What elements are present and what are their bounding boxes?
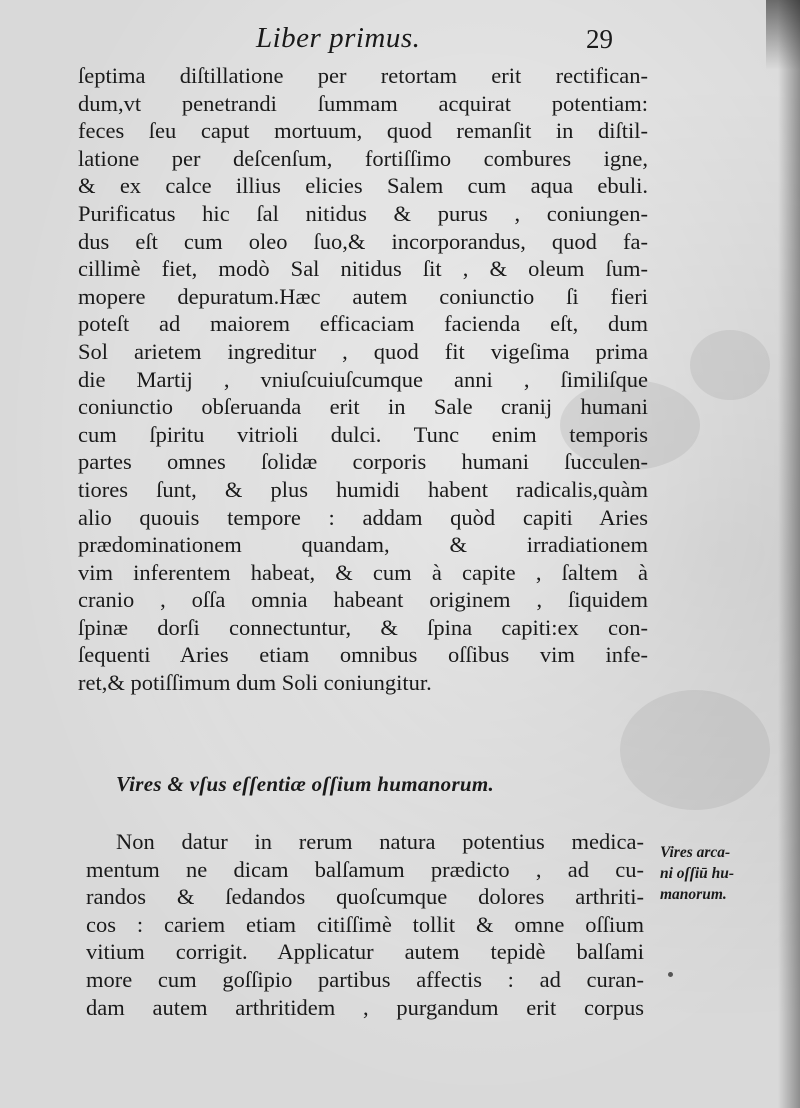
text-line: tiores ſunt, & plus humidi habent radicalis,quàm <box>78 476 648 502</box>
section-heading: Vires & vſus eſſentiæ oſſium humanorum. <box>116 772 495 796</box>
text-line: ret,& potiſſimum dum Soli coniungitur. <box>78 670 432 696</box>
text-line: latione per deſcenſum, fortiſſimo combures igne, <box>78 145 648 171</box>
text-line: vim inferentem habeat, & cum à capite , ſaltem à <box>78 559 648 585</box>
text-line: prædominationem quandam, & irradiationem <box>78 532 648 558</box>
text-line: cum ſpiritu vitrioli dulci. Tunc enim temporis <box>78 421 648 447</box>
text-line: partes omnes ſolidæ corporis humani ſucculen- <box>78 449 648 475</box>
text-line: vitium corrigit. Applicatur autem tepidè balſami <box>86 939 644 965</box>
ink-speck <box>668 972 673 977</box>
paper-stain <box>620 690 770 810</box>
text-line: poteſt ad maiorem efficaciam facienda eſt, dum <box>78 311 648 337</box>
paragraph-1 <box>78 62 648 697</box>
text-line: dum,vt penetrandi ſummam acquirat potentiam: <box>78 90 648 116</box>
marginal-note <box>660 842 800 905</box>
text-line: dam autem arthritidem , purgandum erit corpus <box>86 994 644 1020</box>
text-line: dus eſt cum oleo ſuo,& incorporandus, quod fa- <box>78 228 648 254</box>
marginal-note-line: ni oſſiū hu- <box>660 865 735 882</box>
binding-shadow <box>778 0 800 1108</box>
running-title: Liber primus. <box>256 22 421 54</box>
text-line: feces ſeu caput mortuum, quod remanſit in diſtil- <box>78 118 648 144</box>
text-line: cranio , oſſa omnia habeant originem , ſiquidem <box>78 587 648 613</box>
marginal-note-line: Vires arca- <box>660 844 731 861</box>
text-line: Sol arietem ingreditur , quod fit vigeſima prima <box>78 338 648 364</box>
text-line: cos : cariem etiam citiſſimè tollit & omne oſſium <box>86 911 644 937</box>
marginal-note-line: manorum. <box>660 886 727 903</box>
text-line: cillimè fiet, modò Sal nitidus ſit , & oleum ſum- <box>78 256 648 282</box>
paragraph-2 <box>86 828 644 1021</box>
text-line: die Martij , vniuſcuiuſcumque anni , ſimiliſque <box>78 366 648 392</box>
text-line: & ex calce illius elicies Salem cum aqua ebuli. <box>78 173 648 199</box>
text-line: mentum ne dicam balſamum prædicto , ad cu- <box>86 856 644 882</box>
page-number: 29 <box>586 24 613 54</box>
text-line: ſpinæ dorſi connectuntur, & ſpina capiti:ex con- <box>78 614 648 640</box>
text-line: ſequenti Aries etiam omnibus oſſibus vim infe- <box>78 642 648 668</box>
text-line: randos & ſedandos quoſcumque dolores arthriti- <box>86 884 644 910</box>
text-line: Non datur in rerum natura potentius medica- <box>116 829 644 854</box>
text-line: mopere depuratum.Hæc autem coniunctio ſi fieri <box>78 283 648 309</box>
text-line: more cum goſſipio partibus affectis : ad curan- <box>86 966 644 992</box>
text-line: Purificatus hic ſal nitidus & purus , coniungen- <box>78 200 648 226</box>
paper-stain <box>690 330 770 400</box>
text-line: coniunctio obſeruanda erit in Sale cranij humani <box>78 394 648 420</box>
page-header <box>0 20 800 60</box>
text-line: alio quouis tempore : addam quòd capiti Aries <box>78 504 648 530</box>
text-line: ſeptima diſtillatione per retortam erit rectifican- <box>78 63 648 88</box>
